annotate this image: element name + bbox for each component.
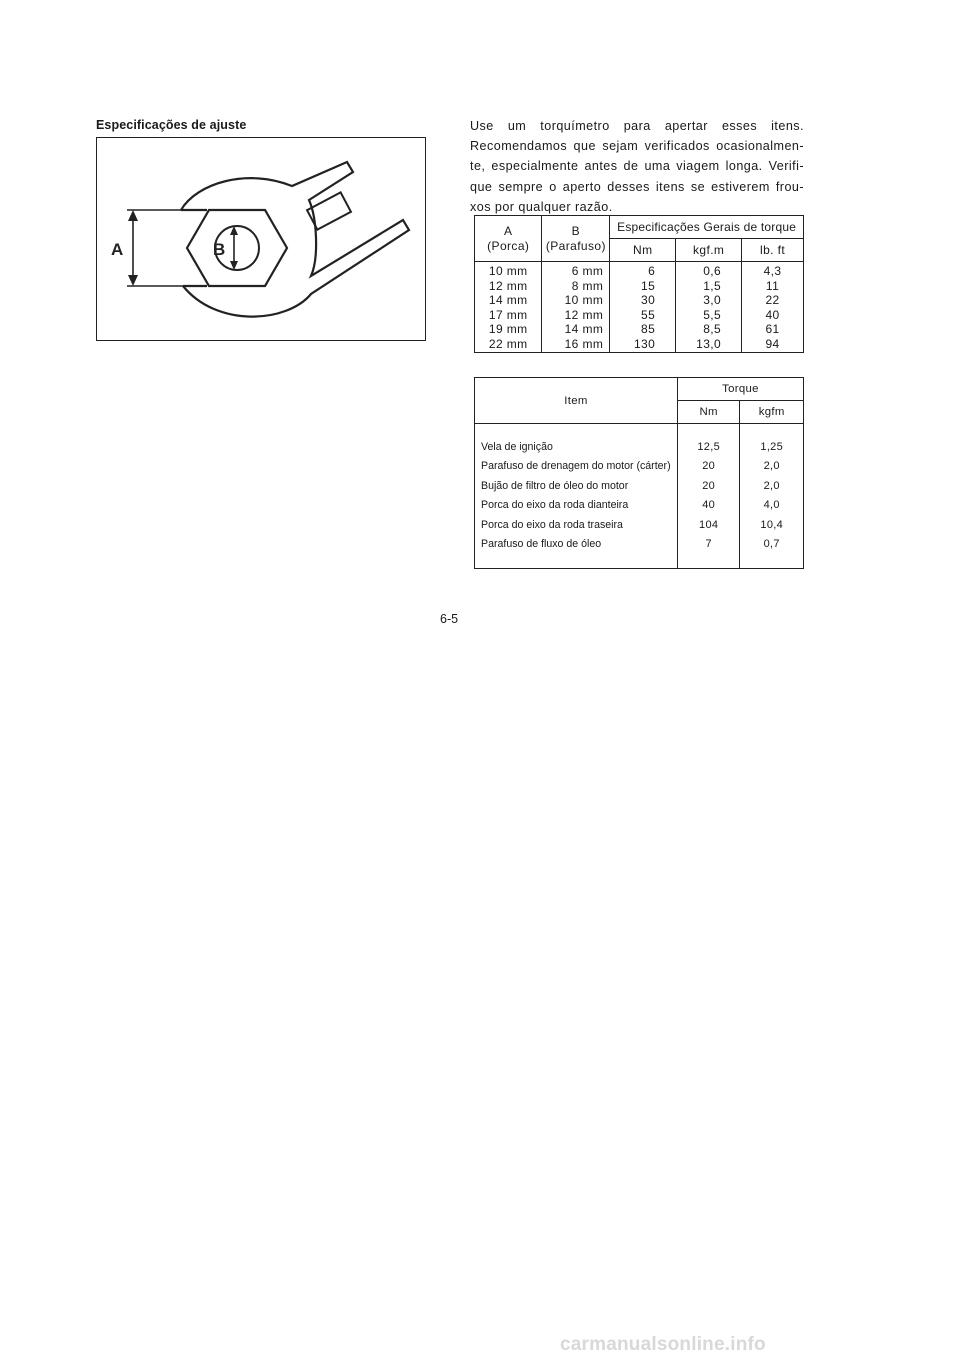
unit-kgfm: kgf.m (676, 239, 742, 262)
header-general-torque: Especificações Gerais de torque (610, 216, 804, 239)
wrench-diagram (97, 138, 427, 342)
general-torque-table (474, 215, 804, 353)
dim-b-label: B (213, 240, 226, 259)
nm-column: 6 15 30 55 85 130 (610, 262, 676, 353)
intro-line: te, especialmente antes de uma viagem longa. Verifi- (470, 159, 804, 174)
page-number: 6-5 (440, 612, 459, 626)
nut-size-column: 10 mm 12 mm 14 mm 17 mm 19 mm 22 mm (475, 262, 542, 353)
section-heading: Especificações de ajuste (96, 118, 247, 132)
lbft-column: 4,3 11 22 40 61 94 (742, 262, 804, 353)
dim-a-arrow-top (128, 210, 138, 221)
header-torque: Torque (677, 378, 803, 401)
kgfm-column: 0,6 1,5 3,0 5,5 8,5 13,0 (676, 262, 742, 353)
item-name: Porca do eixo da roda traseira (481, 518, 623, 531)
item-name: Porca do eixo da roda dianteira (481, 499, 629, 512)
unit-lbft: lb. ft (742, 239, 804, 262)
dim-a-label: A (111, 240, 124, 259)
item-name: Vela de ignição (481, 441, 553, 453)
bolt-size-column: 6 mm 8 mm 10 mm 12 mm 14 mm 16 mm (542, 262, 610, 353)
item-name: Parafuso de drenagem do motor (cárter) (481, 460, 671, 473)
intro-line: xos por qualquer razão. (470, 199, 613, 214)
unit-kgfm: kgfm (740, 401, 804, 424)
dim-a-arrow-bottom (128, 275, 138, 286)
unit-nm: Nm (677, 401, 740, 424)
nm-column: 12,5 20 20 40 104 7 (677, 424, 740, 569)
intro-line: Recomendamos que sejam verificados ocasionalmen- (470, 139, 804, 154)
kgfm-column: 1,25 2,0 2,0 4,0 10,4 0,7 (740, 424, 804, 569)
wrench-illustration (96, 137, 426, 341)
watermark: carmanualsonline.info (560, 1334, 766, 1355)
item-name: Bujão de filtro de óleo do motor (481, 479, 629, 492)
intro-line: que sempre o aperto desses itens se estiverem frou- (470, 179, 804, 194)
header-bolt: B (Parafuso) (542, 216, 610, 262)
intro-line: Use um torquímetro para apertar esses itens. (470, 119, 804, 133)
item-column (475, 424, 678, 569)
torque-spec-table (474, 377, 804, 569)
unit-nm: Nm (610, 239, 676, 262)
intro-paragraph (470, 116, 804, 217)
item-name: Parafuso de fluxo de óleo (481, 538, 602, 551)
hex-nut (187, 210, 287, 286)
header-nut: A (Porca) (475, 216, 542, 262)
header-item: Item (475, 378, 678, 424)
